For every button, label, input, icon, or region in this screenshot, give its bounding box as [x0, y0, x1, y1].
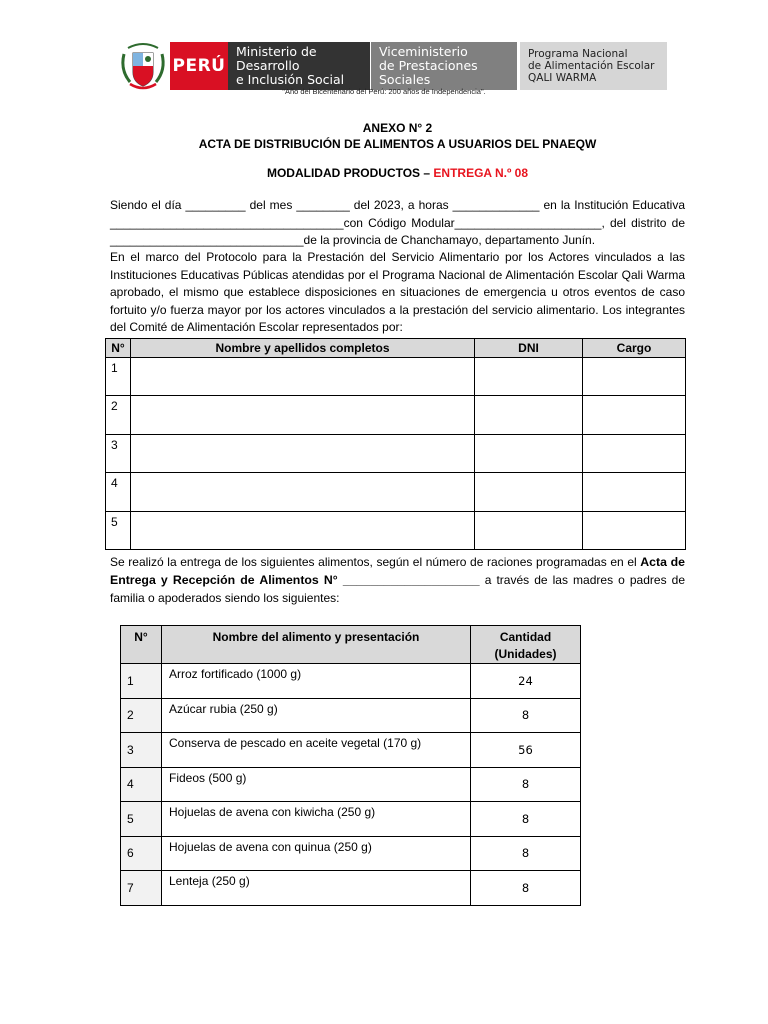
row-number: 7: [121, 871, 162, 906]
annex-title: ANEXO N° 2: [362, 121, 433, 135]
table-row: [106, 511, 686, 549]
row-number: 2: [106, 396, 131, 434]
dni-cell[interactable]: [475, 396, 583, 434]
dni-cell[interactable]: [475, 358, 583, 396]
row-number: 2: [121, 698, 162, 733]
quantity-cell: 24: [471, 664, 581, 699]
program-line-3: QALI WARMA: [528, 72, 597, 84]
document-title: ACTA DE DISTRIBUCIÓN DE ALIMENTOS A USUARIOS DEL PNAEQW: [198, 137, 597, 151]
ministry-line-1: Ministerio de Desarrollo: [236, 44, 317, 73]
name-cell[interactable]: [131, 511, 475, 549]
name-cell[interactable]: [131, 434, 475, 472]
row-number: 5: [121, 802, 162, 837]
row-number: 3: [121, 733, 162, 768]
ministry-line-2: e Inclusión Social: [236, 72, 345, 87]
country-label: PERÚ: [172, 56, 226, 76]
food-name-cell: Conserva de pescado en aceite vegetal (170 g): [162, 733, 471, 768]
column-header-dni: DNI: [475, 339, 583, 358]
peru-coat-of-arms-icon: [118, 40, 168, 92]
modality-label: MODALIDAD PRODUCTOS –: [266, 166, 434, 180]
table-row: [106, 434, 686, 472]
food-name-cell: Lenteja (250 g): [162, 871, 471, 906]
viceministry-line-2: de Prestaciones Sociales: [379, 58, 478, 87]
delivery-text-start: Se realizó la entrega de los siguientes alimentos, según el número de raciones programadas en el: [110, 555, 641, 569]
viceministry-line-1: Viceministerio: [379, 44, 468, 59]
name-cell[interactable]: [131, 396, 475, 434]
table-row: [106, 473, 686, 511]
table-row: [121, 698, 581, 733]
ministry-band: [228, 42, 370, 90]
table-header-row: [106, 339, 686, 358]
row-number: 5: [106, 511, 131, 549]
table-row: [121, 836, 581, 871]
quantity-cell: 8: [471, 836, 581, 871]
quantity-cell: 8: [471, 802, 581, 837]
delivery-paragraph: [110, 553, 685, 607]
program-band: [520, 42, 667, 90]
food-name-cell: Azúcar rubia (250 g): [162, 698, 471, 733]
foods-table: [120, 625, 581, 906]
dni-cell[interactable]: [475, 511, 583, 549]
quantity-cell: 56: [471, 733, 581, 768]
program-line-2: de Alimentación Escolar: [528, 60, 655, 72]
peru-brand-band: [170, 42, 228, 90]
role-cell[interactable]: [583, 511, 686, 549]
food-name-cell: Hojuelas de avena con quinua (250 g): [162, 836, 471, 871]
quantity-header-line-1: Cantidad: [499, 630, 552, 644]
table-row: [121, 733, 581, 768]
table-row: [106, 358, 686, 396]
delivery-text-end: a través de las madres o padres de familia o apoderados siendo los siguientes:: [110, 573, 685, 605]
delivery-number: ENTREGA N.º 08: [433, 166, 529, 180]
quantity-header-line-2: (Unidades): [494, 647, 557, 661]
role-cell[interactable]: [583, 434, 686, 472]
food-name-cell: Hojuelas de avena con kiwicha (250 g): [162, 802, 471, 837]
table-row: [121, 767, 581, 802]
column-header-number: N°: [121, 626, 162, 664]
delivery-act-reference: Acta de Entrega y Recepción de Alimentos N° ____________________: [110, 555, 685, 587]
quantity-cell: 8: [471, 767, 581, 802]
table-row: [121, 664, 581, 699]
intro-paragraph: Siendo el día _________ del mes ________ del 2023, a horas _____________ en la Institución Educativa ___________________________________con Código Modular______________________, del distrito de _____________________________de la provincia de Chanchamayo, departamento Junín.: [110, 198, 685, 248]
dni-cell[interactable]: [475, 434, 583, 472]
column-header-number: N°: [106, 339, 131, 358]
dni-cell[interactable]: [475, 473, 583, 511]
column-header-food: Nombre del alimento y presentación: [162, 626, 471, 664]
table-header-row: [121, 626, 581, 664]
table-row: [121, 802, 581, 837]
column-header-name: Nombre y apellidos completos: [131, 339, 475, 358]
row-number: 3: [106, 434, 131, 472]
motto-text: "Año del Bicentenario del Perú: 200 años de Independencia".: [282, 87, 486, 96]
food-name-cell: Arroz fortificado (1000 g): [162, 664, 471, 699]
food-name-cell: Fideos (500 g): [162, 767, 471, 802]
name-cell[interactable]: [131, 358, 475, 396]
name-cell[interactable]: [131, 473, 475, 511]
table-row: [121, 871, 581, 906]
role-cell[interactable]: [583, 358, 686, 396]
row-number: 1: [121, 664, 162, 699]
quantity-cell: 8: [471, 698, 581, 733]
row-number: 1: [106, 358, 131, 396]
viceministry-band: [371, 42, 517, 90]
quantity-cell: 8: [471, 871, 581, 906]
institutional-header: [118, 40, 668, 92]
column-header-role: Cargo: [583, 339, 686, 358]
row-number: 4: [106, 473, 131, 511]
row-number: 6: [121, 836, 162, 871]
program-line-1: Programa Nacional: [528, 48, 628, 60]
row-number: 4: [121, 767, 162, 802]
committee-members-table: [105, 338, 686, 550]
modality-title: [110, 166, 685, 180]
document-titles: [110, 120, 685, 152]
role-cell[interactable]: [583, 396, 686, 434]
table-row: [106, 396, 686, 434]
role-cell[interactable]: [583, 473, 686, 511]
protocol-paragraph: En el marco del Protocolo para la Prestación del Servicio Alimentario por los Actores vinculados a las Instituciones Educativas Públicas atendidas por el Programa Nacional de Alimentación Escolar Qali Warma aprobado, el mismo que establece disposiciones en situaciones de emergencia u otros eventos de caso fortuito y/o fuerza mayor por los actores vinculados a la prestación del servicio alimentario. Los integrantes del Comité de Alimentación Escolar representados por:: [110, 250, 685, 335]
column-header-quantity: [471, 626, 581, 664]
